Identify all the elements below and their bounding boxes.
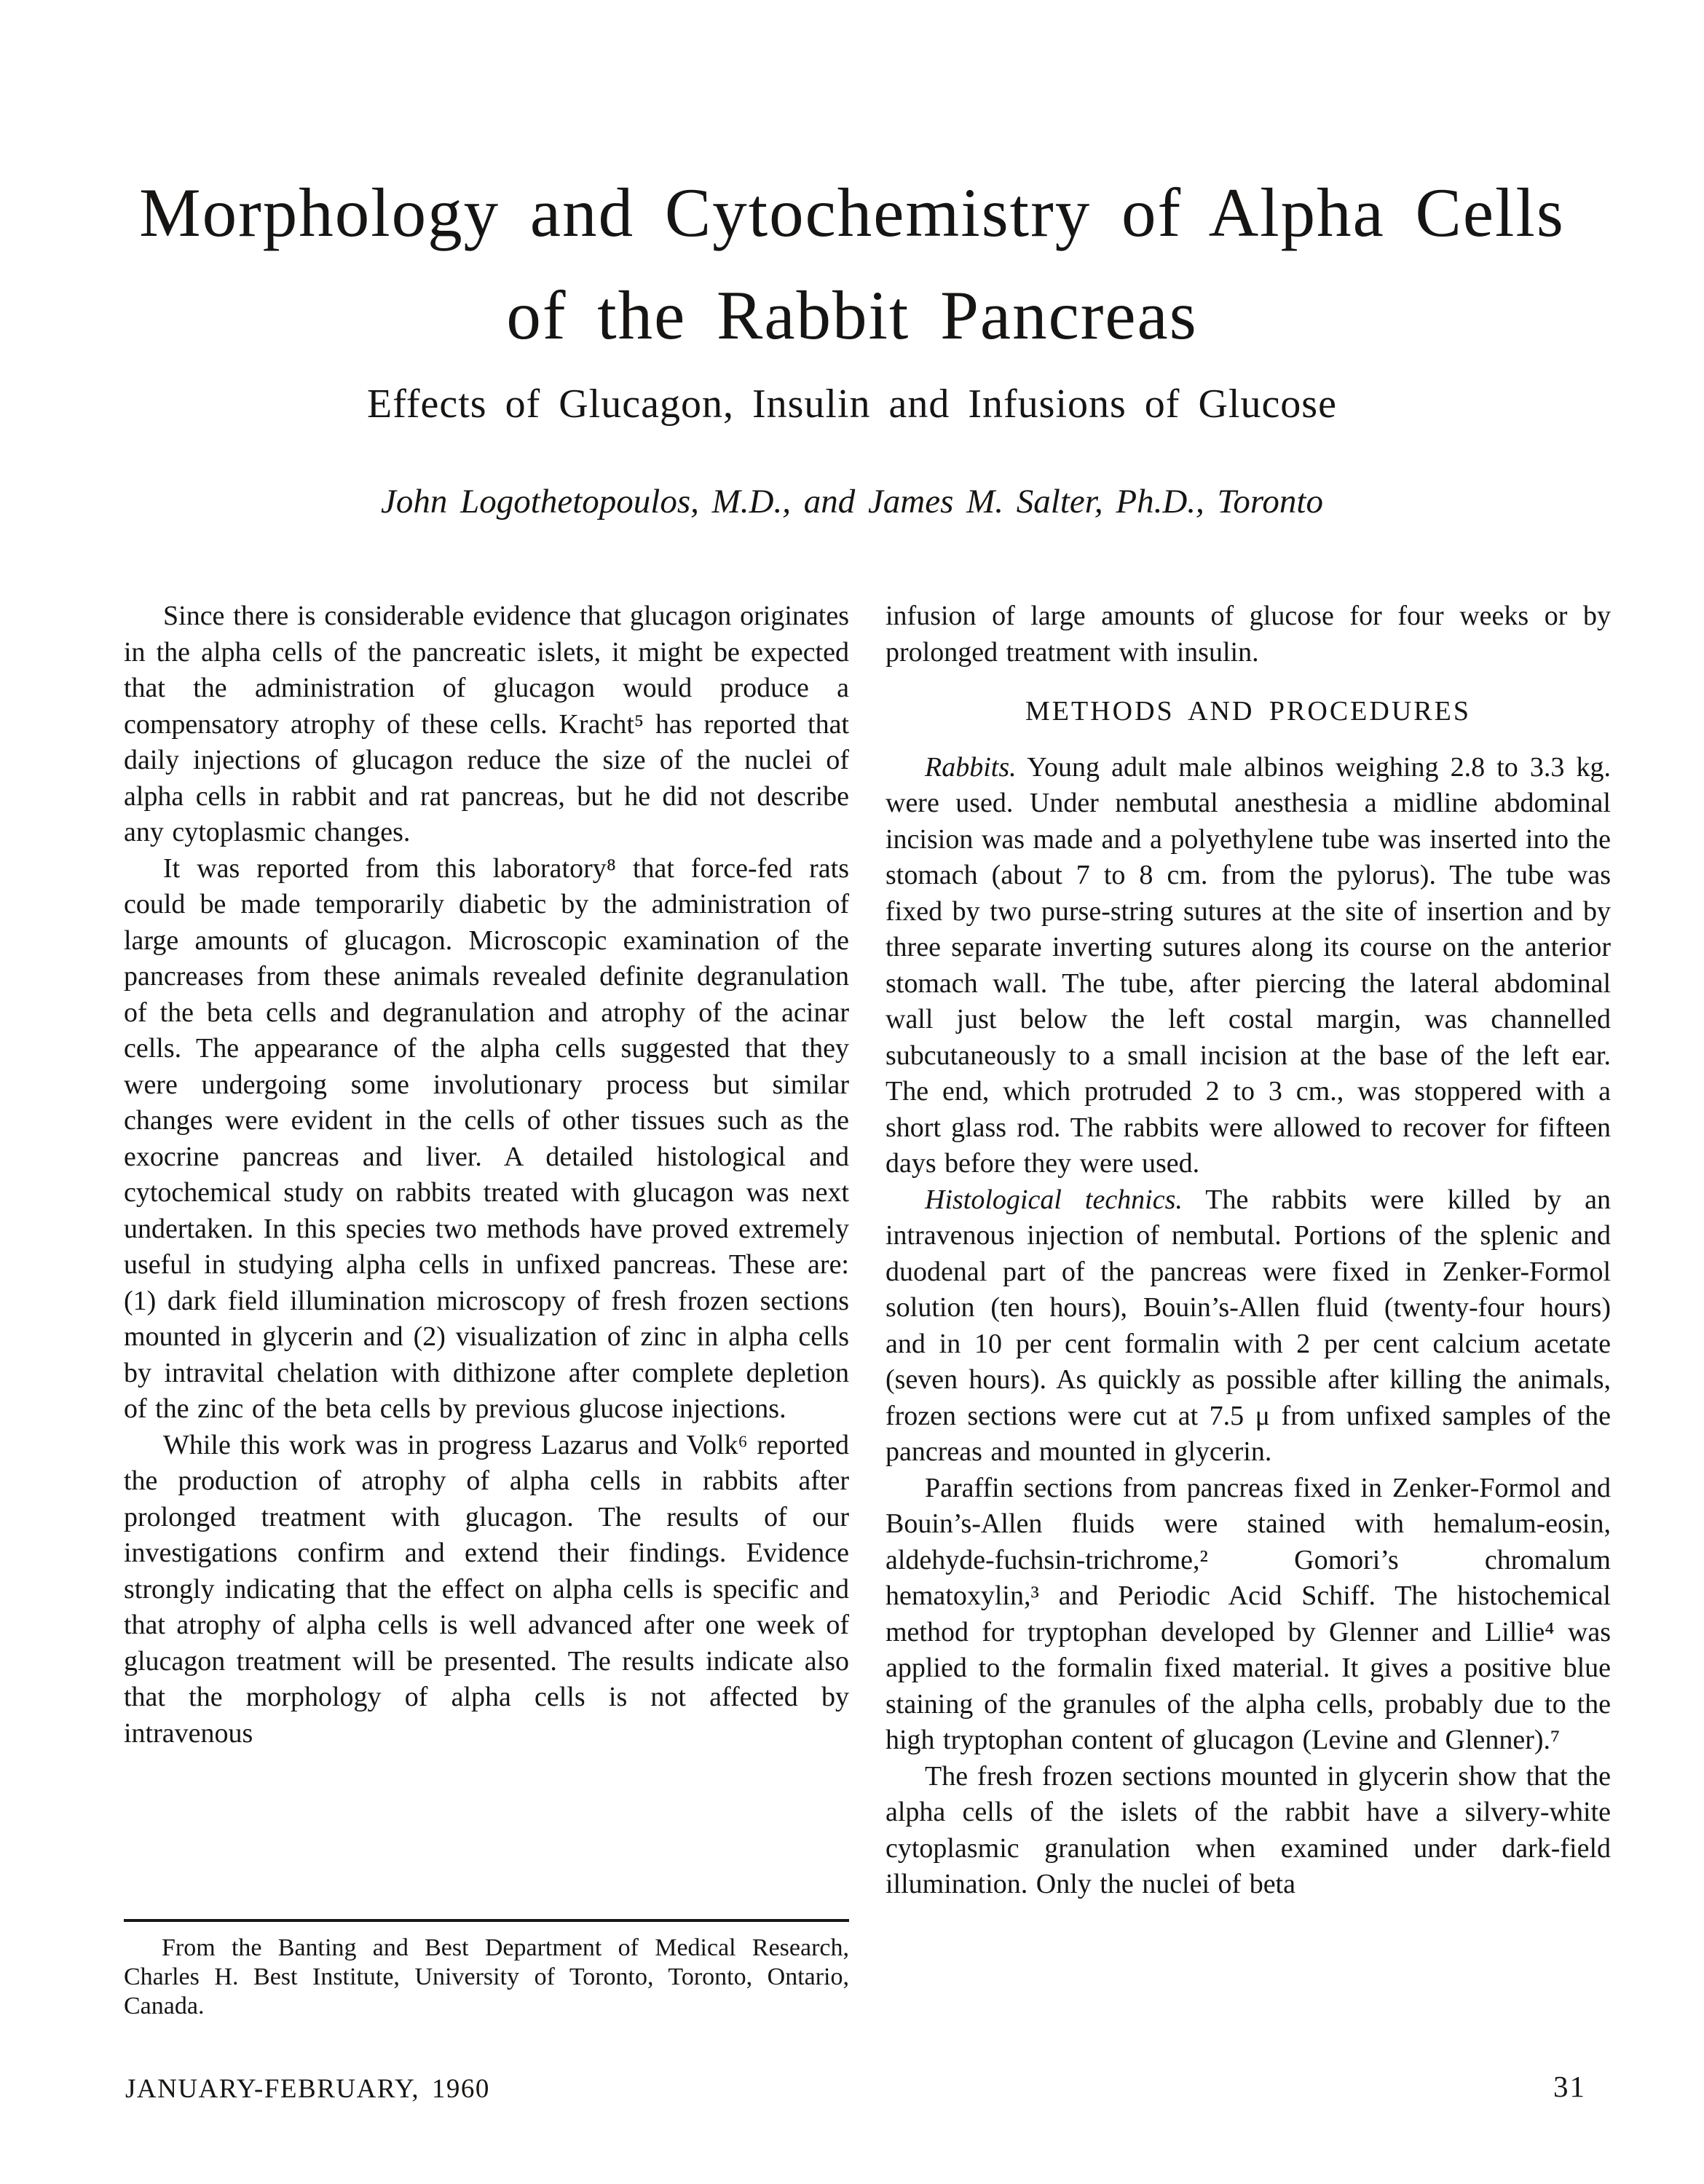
paragraph: It was reported from this laboratory⁸ that force-fed rats could be made temporarily diabetic by the administration of large amounts of glucagon. Microscopic examination of the pancreases from these animals revealed definite degranulation of the beta cells and degranulation and atrophy of the acinar cells. The appearance of the alpha cells suggested that they were undergoing some involutionary process but similar changes were evident in the cells of other tissues such as the exocrine pancreas and liver. A detailed histological and cytochemical study on rabbits treated with glucagon was next undertaken. In this species two methods have proved extremely useful in studying alpha cells in unfixed pancreas. These are: (1) dark field illumination microscopy of fresh frozen sections mounted in glycerin and (2) visualization of zinc in alpha cells by intravital chelation with dithizone after complete depletion of the zinc of the beta cells by previous glucose injections. <box>124 852 849 1424</box>
section-heading-methods: METHODS AND PROCEDURES <box>1025 696 1471 727</box>
paragraph-text: Young adult male albinos weighing 2.8 to 3.3 kg. were used. Under nembutal anesthesia a midline abdominal incision was made and a polyethylene tube was inserted into the stomach (about 7 to 8 cm. from the pylorus). The tube was fixed by two purse-string sutures at the site of insertion and by three separate inverting sutures along its course on the anterior stomach wall. The tube, after piercing the lateral abdominal wall just below the left costal margin, was channelled subcutaneously to a small incision at the base of the left ear. The end, which protruded 2 to 3 cm., was stoppered with a short glass rod. The rabbits were allowed to recover for fifteen days before they were used. <box>885 751 1611 1179</box>
article-body <box>124 598 1611 1903</box>
author-affiliation-footnote <box>124 1919 849 2021</box>
page-title <box>0 162 1704 367</box>
paragraph: Paraffin sections from pancreas fixed in Zenker-Formol and Bouin’s-Allen fluids were stained with hemalum-eosin, aldehyde-fuchsin-trichrome,² Gomori’s chromalum hematoxylin,³ and Periodic Acid Schiff. The histochemical method for tryptophan developed by Glenner and Lillie⁴ was applied to the formalin fixed material. It gives a positive blue staining of the granules of the alpha cells, probably due to the high tryptophan content of glucagon (Levine and Glenner).⁷ <box>885 1472 1611 1755</box>
left-column <box>124 598 849 1903</box>
paragraph-lead: Rabbits. <box>925 751 1017 783</box>
paragraph <box>885 1182 1611 1471</box>
paragraph: While this work was in progress Lazarus and Volk⁶ reported the production of atrophy of alpha cells in rabbits after prolonged treatment with glucagon. The results of our investigations confirm and extend their findings. Evidence strongly indicating that the effect on alpha cells is specific and that atrophy of alpha cells is well advanced after one week of glucagon treatment will be presented. The results indicate also that the morphology of alpha cells is not affected by intravenous <box>124 1429 849 1749</box>
page-number: 31 <box>1553 2070 1586 2103</box>
paragraph <box>885 750 1611 1182</box>
paragraph-text: The rabbits were killed by an intravenous injection of nembutal. Portions of the splenic and duodenal part of the pancreas were fixed in Zenker-Formol solution (ten hours), Bouin’s-Allen fluid (twenty-four hours) and in 10 per cent formalin with 2 per cent calcium acetate (seven hours). As quickly as possible after killing the animals, frozen sections were cut at 7.5 μ from unfixed samples of the pancreas and mounted in glycerin. <box>885 1184 1611 1467</box>
title-line-1: Morphology and Cytochemistry of Alpha Cells <box>139 174 1565 251</box>
byline: John Logothetopoulos, M.D., and James M. Salter, Ph.D., Toronto <box>381 483 1323 521</box>
journal-date: JANUARY-FEBRUARY, 1960 <box>125 2074 490 2104</box>
paragraph: The fresh frozen sections mounted in glycerin show that the alpha cells of the islets of the rabbit have a silvery-white cytoplasmic granulation when examined under dark-field illumination. Only the nuclei of beta <box>885 1760 1611 1899</box>
footnote-text: From the Banting and Best Department of Medical Research, Charles H. Best Institute, University of Toronto, Toronto, Ontario, Canada. <box>124 1934 849 2019</box>
title-line-2: of the Rabbit Pancreas <box>506 277 1198 354</box>
paragraph: Since there is considerable evidence that glucagon originates in the alpha cells of the pancreatic islets, it might be expected that the administration of glucagon would produce a compensatory atrophy of these cells. Kracht⁵ has reported that daily injections of glucagon reduce the size of the nuclei of alpha cells in rabbit and rat pancreas, but he did not describe any cytoplasmic changes. <box>124 601 849 847</box>
paragraph-lead: Histological technics. <box>925 1184 1183 1215</box>
paragraph: infusion of large amounts of glucose for four weeks or by prolonged treatment with insulin. <box>885 601 1611 668</box>
subtitle: Effects of Glucagon, Insulin and Infusions of Glucose <box>367 381 1337 427</box>
right-column <box>885 598 1611 1903</box>
